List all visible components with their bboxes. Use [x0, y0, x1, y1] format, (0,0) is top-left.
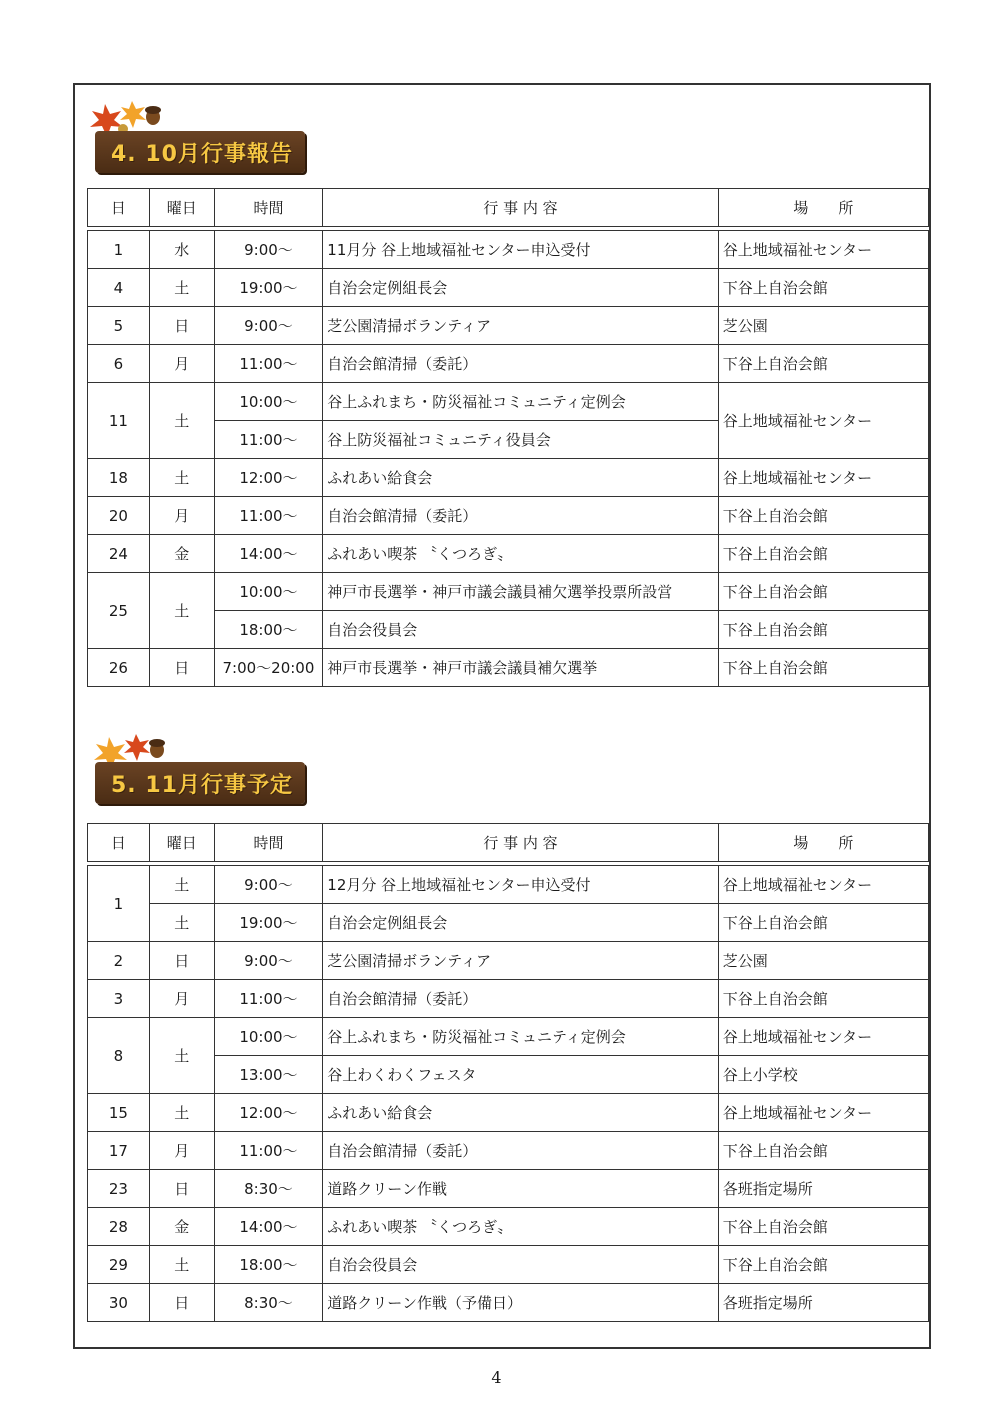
- row-place: 下谷上自治会館: [718, 345, 928, 383]
- row-time: 10:00～: [214, 383, 323, 421]
- banner-board: [95, 131, 305, 173]
- table-row: [88, 535, 929, 573]
- table-row: [88, 1284, 929, 1322]
- row-event: ふれあい喫茶 〝くつろぎ〟: [323, 535, 718, 573]
- row-weekday: 水: [149, 231, 214, 269]
- page-number: 4: [491, 1368, 502, 1387]
- row-time: 18:00～: [214, 611, 323, 649]
- table-row: [88, 611, 929, 649]
- row-time: 13:00～: [214, 1056, 323, 1094]
- row-place: 芝公園: [718, 307, 928, 345]
- row-place: 下谷上自治会館: [718, 573, 928, 611]
- row-day: 29: [88, 1246, 150, 1284]
- row-weekday: 土: [149, 459, 214, 497]
- row-day: 4: [88, 269, 150, 307]
- row-place: 谷上地域福祉センター: [718, 231, 928, 269]
- row-day: 25: [88, 573, 150, 649]
- row-event: ふれあい喫茶 〝くつろぎ〟: [323, 1208, 718, 1246]
- table-row: [88, 383, 929, 421]
- row-place: 下谷上自治会館: [718, 611, 928, 649]
- row-place: 谷上地域福祉センター: [718, 1018, 928, 1056]
- row-event: 道路クリーン作戦: [323, 1170, 718, 1208]
- row-day: 1: [88, 866, 150, 942]
- table-row: [88, 345, 929, 383]
- table-row: [88, 1056, 929, 1094]
- table-row: [88, 231, 929, 269]
- row-day: 23: [88, 1170, 150, 1208]
- table-row: [88, 866, 929, 904]
- header-event: 行 事 内 容: [323, 824, 718, 862]
- row-event: 神戸市長選挙・神戸市議会議員補欠選挙投票所設営: [323, 573, 718, 611]
- row-day: 6: [88, 345, 150, 383]
- row-place: 谷上地域福祉センター: [718, 1094, 928, 1132]
- table-row: [88, 980, 929, 1018]
- table-row: [88, 269, 929, 307]
- row-time: 11:00～: [214, 497, 323, 535]
- row-weekday: 土: [149, 1246, 214, 1284]
- row-time: 19:00～: [214, 904, 323, 942]
- row-weekday: 日: [149, 942, 214, 980]
- table-row: [88, 942, 929, 980]
- section-banner: [87, 99, 307, 189]
- row-event: 神戸市長選挙・神戸市議会議員補欠選挙: [323, 649, 718, 687]
- row-place: 下谷上自治会館: [718, 1132, 928, 1170]
- header-event: 行 事 内 容: [323, 189, 718, 227]
- row-place: 各班指定場所: [718, 1284, 928, 1322]
- row-time: 9:00～: [214, 866, 323, 904]
- row-event: 自治会定例組長会: [323, 904, 718, 942]
- row-weekday: 土: [149, 269, 214, 307]
- row-event: 自治会役員会: [323, 1246, 718, 1284]
- row-place: 下谷上自治会館: [718, 649, 928, 687]
- row-day: 3: [88, 980, 150, 1018]
- table-row: [88, 573, 929, 611]
- row-time: 19:00～: [214, 269, 323, 307]
- table-header-row: [88, 189, 929, 227]
- section-banner: [87, 732, 307, 822]
- row-time: 11:00～: [214, 421, 323, 459]
- row-event: 自治会定例組長会: [323, 269, 718, 307]
- row-weekday: 日: [149, 1170, 214, 1208]
- row-place: 谷上地域福祉センター: [718, 459, 928, 497]
- table-row: [88, 649, 929, 687]
- row-event: 12月分 谷上地域福祉センター申込受付: [323, 866, 718, 904]
- row-day: 2: [88, 942, 150, 980]
- row-time: 8:30～: [214, 1170, 323, 1208]
- table-row: [88, 497, 929, 535]
- row-weekday: 月: [149, 345, 214, 383]
- row-weekday: 日: [149, 649, 214, 687]
- header-day: 日: [88, 824, 150, 862]
- row-weekday: 金: [149, 535, 214, 573]
- row-time: 8:30～: [214, 1284, 323, 1322]
- table-row: [88, 1170, 929, 1208]
- row-place: 谷上小学校: [718, 1056, 928, 1094]
- row-day: 30: [88, 1284, 150, 1322]
- row-weekday: 月: [149, 497, 214, 535]
- row-event: 芝公園清掃ボランティア: [323, 942, 718, 980]
- row-weekday: 土: [149, 573, 214, 649]
- row-time: 11:00～: [214, 1132, 323, 1170]
- row-place: 各班指定場所: [718, 1170, 928, 1208]
- row-time: 14:00～: [214, 535, 323, 573]
- row-place: 下谷上自治会館: [718, 1208, 928, 1246]
- table-row: [88, 1208, 929, 1246]
- section-title: 5. 11月行事予定: [111, 773, 293, 798]
- row-place: 谷上地域福祉センター: [718, 383, 928, 459]
- row-day: 26: [88, 649, 150, 687]
- row-weekday: 日: [149, 1284, 214, 1322]
- row-day: 15: [88, 1094, 150, 1132]
- row-day: 24: [88, 535, 150, 573]
- row-weekday: 日: [149, 307, 214, 345]
- row-time: 18:00～: [214, 1246, 323, 1284]
- row-time: 11:00～: [214, 980, 323, 1018]
- row-place: 芝公園: [718, 942, 928, 980]
- row-event: 自治会役員会: [323, 611, 718, 649]
- table-row: [88, 904, 929, 942]
- row-event: 自治会館清掃（委託）: [323, 1132, 718, 1170]
- row-weekday: 土: [149, 866, 214, 904]
- row-event: ふれあい給食会: [323, 1094, 718, 1132]
- row-event: 谷上防災福祉コミュニティ役員会: [323, 421, 718, 459]
- section-title: 4. 10月行事報告: [111, 142, 293, 167]
- row-time: 7:00～20:00: [214, 649, 323, 687]
- banner-board: [95, 762, 305, 804]
- row-time: 10:00～: [214, 573, 323, 611]
- row-weekday: 土: [149, 383, 214, 459]
- table-row: [88, 307, 929, 345]
- row-day: 8: [88, 1018, 150, 1094]
- row-time: 10:00～: [214, 1018, 323, 1056]
- row-day: 17: [88, 1132, 150, 1170]
- row-place: 下谷上自治会館: [718, 535, 928, 573]
- header-day: 日: [88, 189, 150, 227]
- table-row: [88, 459, 929, 497]
- row-day: 1: [88, 231, 150, 269]
- header-time: 時間: [214, 189, 323, 227]
- header-place: 場 所: [718, 189, 928, 227]
- row-event: 谷上ふれまち・防災福祉コミュニティ定例会: [323, 383, 718, 421]
- row-time: 12:00～: [214, 1094, 323, 1132]
- row-event: 自治会館清掃（委託）: [323, 980, 718, 1018]
- row-event: 谷上ふれまち・防災福祉コミュニティ定例会: [323, 1018, 718, 1056]
- row-event: 自治会館清掃（委託）: [323, 345, 718, 383]
- row-event: 道路クリーン作戦（予備日）: [323, 1284, 718, 1322]
- row-day: 18: [88, 459, 150, 497]
- row-day: 5: [88, 307, 150, 345]
- row-place: 下谷上自治会館: [718, 904, 928, 942]
- table-header-row: [88, 824, 929, 862]
- row-event: ふれあい給食会: [323, 459, 718, 497]
- table-row: [88, 1018, 929, 1056]
- row-day: 20: [88, 497, 150, 535]
- row-event: 芝公園清掃ボランティア: [323, 307, 718, 345]
- row-event: 自治会館清掃（委託）: [323, 497, 718, 535]
- row-weekday: 土: [149, 1018, 214, 1094]
- table-row: [88, 1132, 929, 1170]
- page-frame: [73, 83, 931, 1349]
- row-weekday: 月: [149, 1132, 214, 1170]
- row-time: 9:00～: [214, 231, 323, 269]
- row-place: 下谷上自治会館: [718, 269, 928, 307]
- row-weekday: 土: [149, 904, 214, 942]
- row-day: 11: [88, 383, 150, 459]
- row-time: 9:00～: [214, 942, 323, 980]
- header-place: 場 所: [718, 824, 928, 862]
- row-place: 下谷上自治会館: [718, 980, 928, 1018]
- row-time: 14:00～: [214, 1208, 323, 1246]
- row-time: 11:00～: [214, 345, 323, 383]
- row-place: 谷上地域福祉センター: [718, 866, 928, 904]
- row-event: 11月分 谷上地域福祉センター申込受付: [323, 231, 718, 269]
- table-row: [88, 1246, 929, 1284]
- header-time: 時間: [214, 824, 323, 862]
- row-weekday: 金: [149, 1208, 214, 1246]
- header-weekday: 曜日: [149, 189, 214, 227]
- table-row: [88, 1094, 929, 1132]
- october-schedule-table: [87, 188, 929, 687]
- row-time: 9:00～: [214, 307, 323, 345]
- row-event: 谷上わくわくフェスタ: [323, 1056, 718, 1094]
- row-weekday: 土: [149, 1094, 214, 1132]
- row-weekday: 月: [149, 980, 214, 1018]
- header-weekday: 曜日: [149, 824, 214, 862]
- row-day: 28: [88, 1208, 150, 1246]
- row-place: 下谷上自治会館: [718, 497, 928, 535]
- november-schedule-table: [87, 823, 929, 1322]
- row-place: 下谷上自治会館: [718, 1246, 928, 1284]
- row-time: 12:00～: [214, 459, 323, 497]
